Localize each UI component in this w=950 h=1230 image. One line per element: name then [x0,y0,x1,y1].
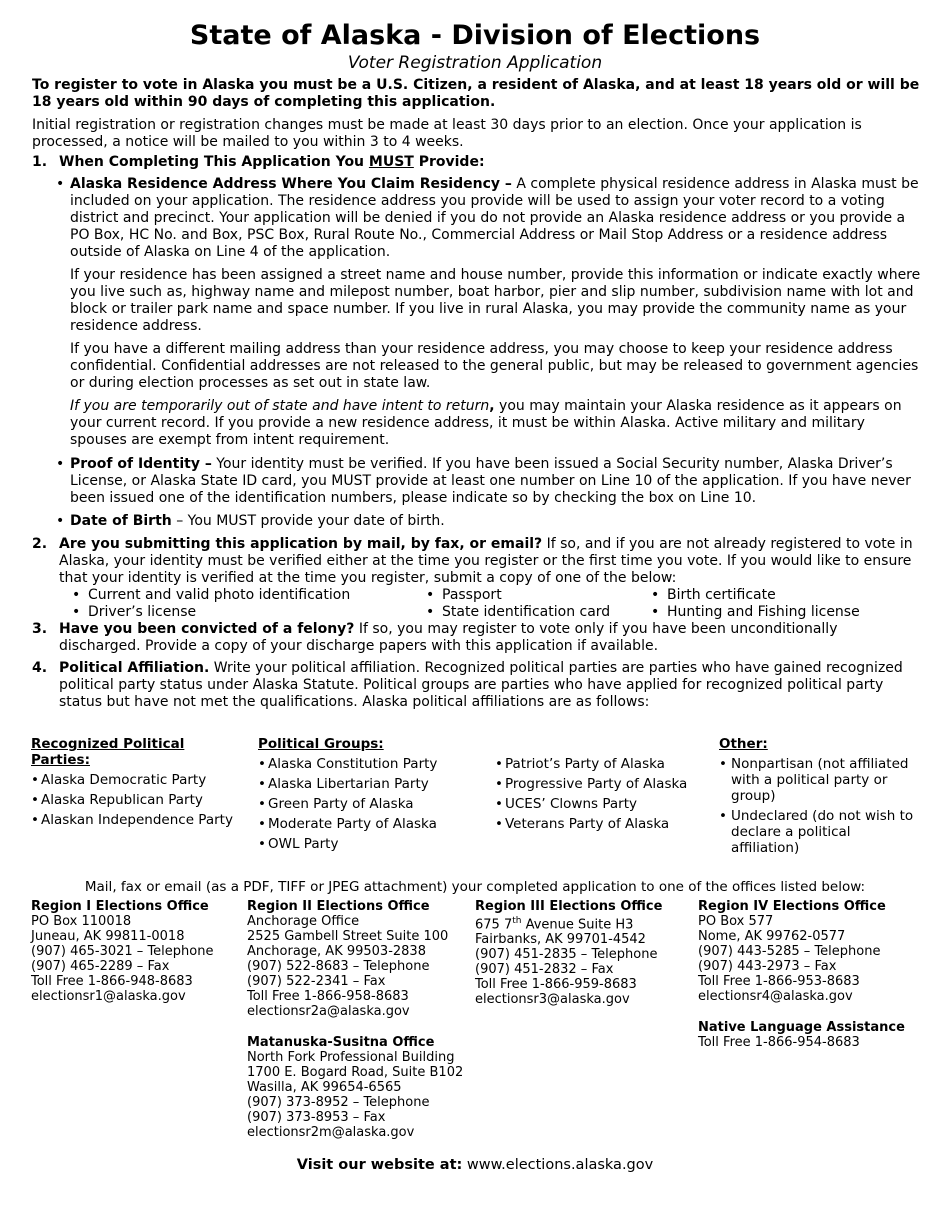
office-line: PO Box 577 [698,914,774,929]
temporary-out-of-state-text: If you are temporarily out of state and have intent to return [70,398,490,414]
office-line: (907) 465-2289 – Fax [31,959,170,974]
party-item: • OWL Party [258,836,478,852]
section-3 [32,621,922,655]
political-groups-list [258,736,478,856]
office-line: (907) 465-3021 – Telephone [31,944,214,959]
matsu-office [247,1035,463,1140]
eligibility-notice: To register to vote in Alaska you must be a U.S. Citizen, a resident of Alaska, and at least 18 years old or will be 18 years old within 90 days of completing this application. [32,77,920,110]
dob-text: – You MUST provide your date of birth. [171,513,445,529]
office-name: Region II Elections Office [247,899,430,914]
office-line: Toll Free 1-866-958-8683 [247,989,409,1004]
section-2-text: If so, and if you are not already registered to vote in Alaska, your identity must be verified either at the time you register or the first time you vote. If you would like to ensure that your identity is verified at the time you register, submit a copy of one of the below: [59,536,913,586]
residence-text: A complete physical residence address in Alaska must be included on your application. The residence address you provide will be used to assign your voter record to a voting district and precinct. Your application will be denied if you do not provide an Alaska residence address or you provide a PO Box, HC No. and Box, PSC Box, Rural Route No., Commercial Address or Mail Stop Address or a residence address outside of Alaska on Line 4 of the application. [70,176,919,260]
dob-bullet [56,513,922,530]
office-name: Region III Elections Office [475,899,663,914]
temporary-out-of-state-comma: , [489,398,495,414]
section-3-heading: Have you been convicted of a felony? [59,621,355,637]
id-item: • Driver’s license [72,604,350,621]
office-line: North Fork Professional Building [247,1050,455,1065]
party-item: • Alaskan Independence Party [31,812,241,828]
party-item: • UCES’ Clowns Party [495,796,705,812]
residence-paragraph-2: If your residence has been assigned a street name and house number, provide this information or indicate exactly where you live such as, highway name and milepost number, boat harbor, pier and slip number, subdivision name with lot and block or trailer park name and space number. If you live in rural Alaska, you may provide the community name as your residence address. [70,267,921,334]
bullet-icon: • [56,513,65,529]
identity-label: Proof of Identity – [70,456,212,472]
recognized-parties-list [31,736,241,832]
party-item: • Alaska Libertarian Party [258,776,478,792]
office-line: (907) 373-8953 – Fax [247,1110,386,1125]
bullet-icon: • [56,176,65,192]
residence-paragraph-3: If you have a different mailing address than your residence address, you may choose to keep your residence address confidential. Confidential addresses are not released to the general public, but may be released to government agencies or during election processes as set out in state law. [70,341,919,391]
party-item: • Veterans Party of Alaska [495,816,705,832]
section-1-heading [32,154,922,171]
website-label: Visit our website at: [296,1157,463,1173]
office-line: (907) 451-2832 – Fax [475,962,614,978]
party-item: • Green Party of Alaska [258,796,478,812]
section-2-number: 2. [32,536,48,552]
temporary-out-of-state-rest: you may maintain your Alaska residence as it appears on your current record. If you provide a new residence address, it must be within Alaska. Active military and military spouses are exempt from intent requirement. [70,398,902,448]
other-header: Other: [719,736,768,752]
other-item: • Undeclared (do not wish to declare a political affiliation) [719,808,919,856]
id-item: • Passport [426,587,610,604]
office-address [475,914,662,932]
section-3-number: 3. [32,621,48,637]
website-footer [0,1157,950,1173]
office-line: (907) 522-2341 – Fax [247,974,386,989]
section-1-number: 1. [32,154,48,170]
id-item: • State identification card [426,604,610,621]
office-line: 1700 E. Bogard Road, Suite B102 [247,1065,464,1080]
office-line: Nome, AK 99762-0577 [698,929,846,944]
office-name: Matanuska-Susitna Office [247,1035,435,1050]
page-subtitle: Voter Registration Application [347,53,603,73]
section-1-heading-post: Provide: [413,154,485,170]
office-name: Region I Elections Office [31,899,209,914]
id-item: • Birth certificate [651,587,860,604]
party-item: • Alaska Democratic Party [31,772,241,788]
office-line: (907) 373-8952 – Telephone [247,1095,430,1110]
id-item: • Current and valid photo identification [72,587,350,604]
office-name: Region IV Elections Office [698,899,886,914]
section-4-heading: Political Affiliation. [59,660,210,676]
political-groups-list-2 [495,756,705,836]
section-4-number: 4. [32,660,48,676]
office-line: Anchorage Office [247,914,360,929]
office-line: Anchorage, AK 99503-2838 [247,944,426,959]
region-3-office [475,899,662,1007]
id-list-col2 [426,587,610,621]
residence-paragraph-4 [70,398,922,449]
party-item: • Patriot’s Party of Alaska [495,756,705,772]
office-name: Native Language Assistance [698,1020,905,1035]
recognized-parties-header: Recognized Political Parties: [31,736,185,768]
office-email: electionsr1@alaska.gov [31,989,186,1004]
office-line: Toll Free 1-866-948-8683 [31,974,193,989]
address-suffix: th [512,916,522,926]
office-line: PO Box 110018 [31,914,132,929]
other-item: • Nonpartisan (not affiliated with a political party or group) [719,756,919,804]
section-1-heading-pre: When Completing This Application You [59,154,369,170]
native-language-assistance [698,1020,905,1050]
office-line: Fairbanks, AK 99701-4542 [475,932,646,948]
office-line: Juneau, AK 99811-0018 [31,929,185,944]
timing-notice: Initial registration or registration changes must be made at least 30 days prior to an election. Once your application is processed, a notice will be mailed to you within 3 to 4 weeks. [32,117,862,150]
section-3-text: If so, you may register to vote only if you have been unconditionally discharged. Provide a copy of your discharge papers with this application if available. [59,621,838,654]
office-line: Toll Free 1-866-953-8683 [698,974,860,989]
id-item: • Hunting and Fishing license [651,604,860,621]
other-affiliations-list [719,736,919,860]
residence-bullet [56,176,922,261]
office-line: Toll Free 1-866-959-8683 [475,977,637,993]
office-line: Toll Free 1-866-954-8683 [698,1035,860,1050]
id-list-col1 [72,587,350,621]
identity-text: Your identity must be verified. If you have been issued a Social Security number, Alaska Driver’s License, or Alaska State ID card, you MUST provide at least one number on Line 10 of the application. If you have never been issued one of the identification numbers, please indicate so by checking the box on Line 10. [70,456,911,506]
section-4 [32,660,922,711]
section-2 [32,536,922,587]
id-list-col3 [651,587,860,621]
website-link[interactable]: www.elections.alaska.gov [462,1157,654,1173]
region-2-office [247,899,448,1019]
office-email: electionsr4@alaska.gov [698,989,853,1004]
section-4-text: Write your political affiliation. Recognized political parties are parties who have gained recognized political party status under Alaska Statute. Political groups are parties who have applied for recognized political party status but have not met the qualifications. Alaska political affiliations are as follows: [59,660,903,710]
office-line: Wasilla, AK 99654-6565 [247,1080,402,1095]
office-email: electionsr2m@alaska.gov [247,1125,415,1140]
party-item: • Alaska Republican Party [31,792,241,808]
dob-label: Date of Birth [70,513,172,529]
office-line: 2525 Gambell Street Suite 100 [247,929,449,944]
office-line: (907) 443-2973 – Fax [698,959,837,974]
party-item: • Progressive Party of Alaska [495,776,705,792]
office-line: (907) 451-2835 – Telephone [475,947,658,963]
address-number: 675 7 [475,917,513,933]
office-line: (907) 522-8683 – Telephone [247,959,430,974]
section-2-heading: Are you submitting this application by mail, by fax, or email? [59,536,543,552]
office-email: electionsr2a@alaska.gov [247,1004,410,1019]
political-groups-header: Political Groups: [258,736,384,752]
section-1-heading-must: MUST [368,154,414,170]
region-1-office [31,899,213,1004]
residence-label: Alaska Residence Address Where You Claim Residency – [70,176,512,192]
office-email: electionsr3@alaska.gov [475,992,630,1008]
office-line: (907) 443-5285 – Telephone [698,944,881,959]
bullet-icon: • [56,456,65,472]
identity-bullet [56,456,922,507]
region-4-office [698,899,886,1004]
party-item: • Moderate Party of Alaska [258,816,478,832]
party-item: • Alaska Constitution Party [258,756,478,772]
address-rest: Avenue Suite H3 [521,917,634,933]
page-title: State of Alaska - Division of Elections [189,20,761,51]
mail-instruction: Mail, fax or email (as a PDF, TIFF or JPEG attachment) your completed application to one of the offices listed below: [84,879,866,895]
